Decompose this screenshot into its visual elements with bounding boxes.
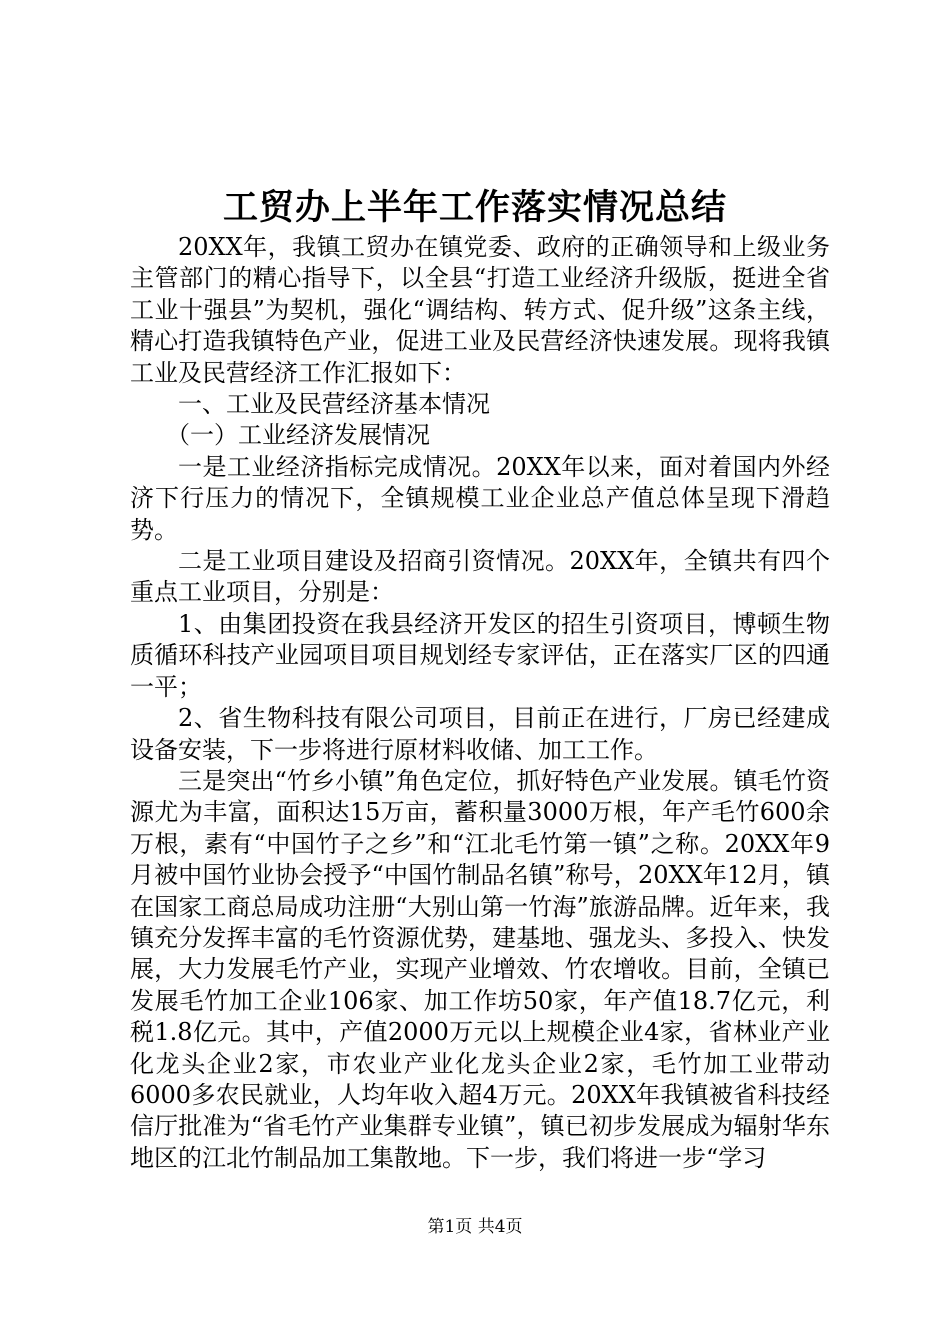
paragraph-intro: 20XX年，我镇工贸办在镇党委、政府的正确领导和上级业务主管部门的精心指导下，以全县“打造工业经济升级版，挺进全省工业十强县”为契机，强化“调结构、转方式、促升级”这条主线，精心打造我镇特色产业，促进工业及民营经济快速发展。现将我镇工业及民营经济工作汇报如下： (130, 233, 830, 387)
subsection-heading-1: （一）工业经济发展情况 (166, 421, 430, 450)
document-title: 工贸办上半年工作落实情况总结 (222, 187, 727, 228)
paragraph-projects: 二是工业项目建设及招商引资情况。20XX年，全镇共有四个重点工业项目，分别是： (130, 547, 830, 607)
document-body (130, 232, 830, 1174)
list-item-project-1: 1、由集团投资在我县经济开发区的招生引资项目，博顿生物质循环科技产业园项目项目规划经专家评估，正在落实厂区的四通一平； (130, 609, 830, 701)
page-footer: 第1页 共4页 (427, 1217, 523, 1237)
section-heading-1: 一、工业及民营经济基本情况 (178, 390, 490, 419)
list-item-project-2: 2、省生物科技有限公司项目，目前正在进行，厂房已经建成设备安装，下一步将进行原材料收储、加工工作。 (130, 704, 830, 764)
paragraph-indicators: 一是工业经济指标完成情况。20XX年以来，面对着国内外经济下行压力的情况下，全镇规模工业企业总产值总体呈现下滑趋势。 (130, 452, 830, 544)
paragraph-bamboo-town: 三是突出“竹乡小镇”角色定位，抓好特色产业发展。镇毛竹资源尤为丰富，面积达15万亩，蓄积量3000万根，年产毛竹600余万根，素有“中国竹子之乡”和“江北毛竹第一镇”之称。20XX年9月被中国竹业协会授予“中国竹制品名镇”称号，20XX年12月，镇在国家工商总局成功注册“大别山第一竹海”旅游品牌。近年来，我镇充分发挥丰富的毛竹资源优势，建基地、强龙头、多投入、快发展，大力发展毛竹产业，实现产业增效、竹农增收。目前，全镇已发展毛竹加工企业106家、加工作坊50家，年产值18.7亿元，利税1.8亿元。其中，产值2000万元以上规模企业4家，省林业产业化龙头企业2家，市农业产业化龙头企业2家，毛竹加工业带动6000多农民就业，人均年收入超4万元。20XX年我镇被省科技经信厅批准为“省毛竹产业集群专业镇”，镇已初步发展成为辐射华东地区的江北竹制品加工集散地。下一步，我们将进一步“学习 (130, 766, 830, 1172)
